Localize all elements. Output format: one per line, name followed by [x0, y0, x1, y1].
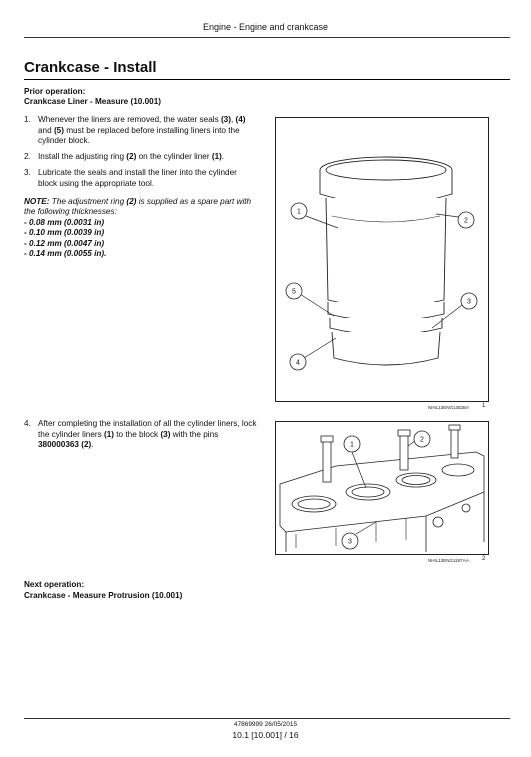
- header-rule: [24, 37, 510, 38]
- liner-ring: [346, 484, 390, 500]
- text-run: to the block: [114, 429, 161, 439]
- pin: [451, 428, 458, 458]
- page-title: Crankcase - Install: [24, 59, 157, 76]
- liner-bottom: [332, 332, 440, 365]
- step-text: [38, 152, 258, 163]
- svg-text:4: 4: [296, 359, 300, 367]
- text-run: .: [221, 152, 225, 161]
- pin: [323, 440, 331, 482]
- ref-seal-4: (4): [235, 115, 246, 124]
- note-block: [24, 197, 260, 259]
- liner-ring: [292, 496, 336, 512]
- text-run: The adjustment ring: [49, 197, 127, 206]
- figure-2-code: NHIL13ENG1187AA: [428, 558, 469, 563]
- ref-pins-2: (2): [81, 440, 92, 450]
- callout-4: [290, 354, 306, 370]
- figure-2-number: 2: [482, 556, 486, 562]
- step-number: 1.: [24, 115, 31, 124]
- svg-text:5: 5: [292, 288, 296, 296]
- callout-2: [414, 431, 430, 447]
- next-operation-link[interactable]: Crankcase - Measure Protrusion (10.001): [24, 591, 183, 600]
- svg-text:2: 2: [464, 217, 468, 225]
- note-label: NOTE:: [24, 197, 50, 206]
- text-run: .: [91, 440, 94, 450]
- step-number: 2.: [24, 152, 31, 161]
- figure-2-cylinder-block: [275, 421, 489, 555]
- liner-body: [326, 198, 446, 307]
- footer-rule: [24, 718, 510, 719]
- footer-doc-id: 47869999 26/05/2015: [233, 721, 298, 728]
- callout-3: [342, 533, 358, 549]
- pin: [400, 434, 408, 470]
- text-run: must be replaced before installing liners into the cylinder block.: [38, 125, 240, 146]
- figure-1-cylinder-liner: [275, 117, 489, 402]
- ref-seal-3: (3): [220, 115, 231, 124]
- step-2: [24, 152, 258, 163]
- step-3: [24, 168, 258, 189]
- cylinder-block-illustration: [276, 422, 488, 554]
- text-run: on the cylinder liner: [136, 152, 212, 161]
- cylinder-liner-illustration: [276, 118, 488, 401]
- text-run: After completing the installation of all the cylinder liners, lock the cylinder liners: [38, 419, 257, 439]
- text-run: and: [38, 125, 54, 135]
- ref-liner-1: (1): [103, 429, 114, 439]
- ref-block-3: (3): [160, 429, 171, 439]
- step-number: 3.: [24, 168, 31, 177]
- svg-text:3: 3: [348, 538, 352, 546]
- thickness-item: - 0.08 mm (0.0031 in): [24, 217, 105, 227]
- step-1: [24, 115, 258, 147]
- prior-operation-label: Prior operation:: [24, 87, 86, 96]
- text-run: ,: [230, 115, 236, 124]
- svg-text:3: 3: [467, 298, 471, 306]
- thickness-item: - 0.14 mm (0.0055 in).: [24, 249, 107, 259]
- next-operation-label: Next operation:: [24, 580, 85, 589]
- svg-text:1: 1: [350, 441, 354, 449]
- callout-5: [286, 283, 302, 299]
- part-number: 380000363: [38, 440, 79, 450]
- ref-seal-5: (5): [53, 125, 64, 135]
- callout-1: [344, 436, 360, 452]
- ref-ring-2: (2): [126, 152, 137, 161]
- figure-1-number: 1: [482, 403, 486, 409]
- ref-liner-1: (1): [211, 152, 222, 161]
- thickness-item: - 0.10 mm (0.0039 in): [24, 228, 105, 238]
- callout-1: [291, 203, 307, 219]
- footer-page-number: 10.1 [10.001] / 16: [232, 730, 299, 740]
- step-text: [38, 419, 258, 451]
- thickness-item: - 0.12 mm (0.0047 in): [24, 238, 105, 248]
- step-text: Lubricate the seals and install the liner into the cylinder block using the appropriate tool.: [38, 168, 237, 188]
- prior-operation-link[interactable]: Crankcase Liner - Measure (10.001): [24, 97, 161, 106]
- svg-text:2: 2: [420, 436, 424, 444]
- figure-1-code: NHIL13ENG1352BA: [428, 405, 470, 410]
- text-run: Install the adjusting ring: [38, 152, 127, 161]
- step-number: 4.: [24, 419, 31, 428]
- step-text: [38, 115, 258, 147]
- running-header: Engine - Engine and crankcase: [202, 22, 329, 32]
- callout-2: [458, 212, 474, 228]
- title-rule: [24, 79, 510, 80]
- liner-ring: [442, 464, 474, 476]
- text-run: is supplied as a spare part with the following thicknesses:: [24, 197, 252, 217]
- text-run: Whenever the liners are removed, the water seals: [38, 115, 221, 124]
- svg-text:1: 1: [297, 208, 301, 216]
- callout-3: [461, 293, 477, 309]
- step-4: [24, 419, 258, 451]
- ref-ring-2: (2): [126, 197, 137, 206]
- text-run: with the pins: [170, 429, 219, 439]
